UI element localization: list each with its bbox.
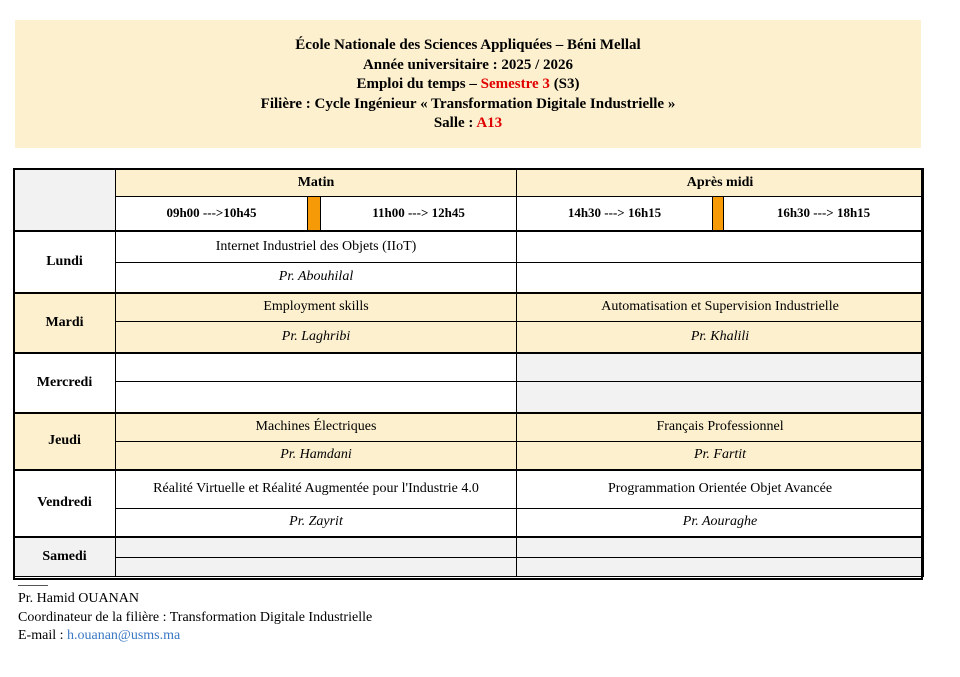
samedi-pm-prof xyxy=(517,558,924,577)
mercredi-pm-course xyxy=(517,353,924,382)
corner-cell xyxy=(14,169,116,231)
room-line xyxy=(15,114,921,134)
day-jeudi: Jeudi xyxy=(14,413,116,470)
mercredi-pm-prof xyxy=(517,382,924,413)
jeudi-pm-course: Français Professionnel xyxy=(517,413,924,442)
program-name: Filière : Cycle Ingénieur « Transformation Digitale Industrielle » xyxy=(260,95,676,112)
lundi-pm-prof xyxy=(517,263,924,293)
coordinator-role: Coordinateur de la filière : Transformation Digitale Industrielle xyxy=(18,609,373,625)
slot-2: 11h00 ---> 12h45 xyxy=(321,197,517,231)
semester-code: (S3) xyxy=(549,76,580,92)
samedi-pm-course xyxy=(517,537,924,558)
day-samedi: Samedi xyxy=(14,537,116,577)
mercredi-am-prof xyxy=(116,382,517,413)
academic-year: Année universitaire : 2025 / 2026 xyxy=(362,56,574,73)
vendredi-pm-prof: Pr. Aouraghe xyxy=(517,509,924,537)
jeudi-am-prof: Pr. Hamdani xyxy=(116,442,517,470)
slot-1: 09h00 --->10h45 xyxy=(116,197,308,231)
coordinator-name: Pr. Hamid OUANAN xyxy=(18,591,139,606)
morning-header: Matin xyxy=(116,169,517,197)
afternoon-header: Après midi xyxy=(517,169,924,197)
timetable xyxy=(13,168,924,577)
mardi-am-course: Employment skills xyxy=(116,293,517,322)
lundi-am-course: Internet Industriel des Objets (IIoT) xyxy=(116,231,517,263)
semester-label: Semestre 3 xyxy=(480,76,550,92)
vendredi-am-course: Réalité Virtuelle et Réalité Augmentée pour l'Industrie 4.0 xyxy=(116,470,517,509)
slot-4: 16h30 ---> 18h15 xyxy=(724,197,924,231)
document-header xyxy=(15,20,921,148)
day-mardi: Mardi xyxy=(14,293,116,353)
school-name: École Nationale des Sciences Appliquées – Béni Mellal xyxy=(295,37,641,53)
schedule-title xyxy=(15,75,921,95)
mardi-pm-prof: Pr. Khalili xyxy=(517,322,924,353)
schedule-title-prefix: Emploi du temps – xyxy=(356,76,481,92)
break-separator-morning xyxy=(308,197,321,231)
mercredi-am-course xyxy=(116,353,517,382)
day-vendredi: Vendredi xyxy=(14,470,116,537)
slot-3: 14h30 ---> 16h15 xyxy=(517,197,713,231)
break-separator-afternoon xyxy=(713,197,724,231)
jeudi-am-course: Machines Électriques xyxy=(116,413,517,442)
lundi-am-prof: Pr. Abouhilal xyxy=(116,263,517,293)
jeudi-pm-prof: Pr. Fartit xyxy=(517,442,924,470)
email-link[interactable]: h.ouanan@usms.ma xyxy=(67,628,181,643)
lundi-pm-course xyxy=(517,231,924,263)
footer-signature xyxy=(18,585,372,646)
signature-divider xyxy=(18,585,48,586)
vendredi-pm-course: Programmation Orientée Objet Avancée xyxy=(517,470,924,509)
email-line xyxy=(18,627,372,646)
day-lundi: Lundi xyxy=(14,231,116,293)
samedi-am-course xyxy=(116,537,517,558)
day-mercredi: Mercredi xyxy=(14,353,116,413)
mardi-pm-course: Automatisation et Supervision Industrielle xyxy=(517,293,924,322)
email-label: E-mail : xyxy=(18,628,67,643)
room-prefix: Salle : xyxy=(433,115,477,131)
mardi-am-prof: Pr. Laghribi xyxy=(116,322,517,353)
vendredi-am-prof: Pr. Zayrit xyxy=(116,509,517,537)
room-number: A13 xyxy=(476,115,503,131)
samedi-am-prof xyxy=(116,558,517,577)
